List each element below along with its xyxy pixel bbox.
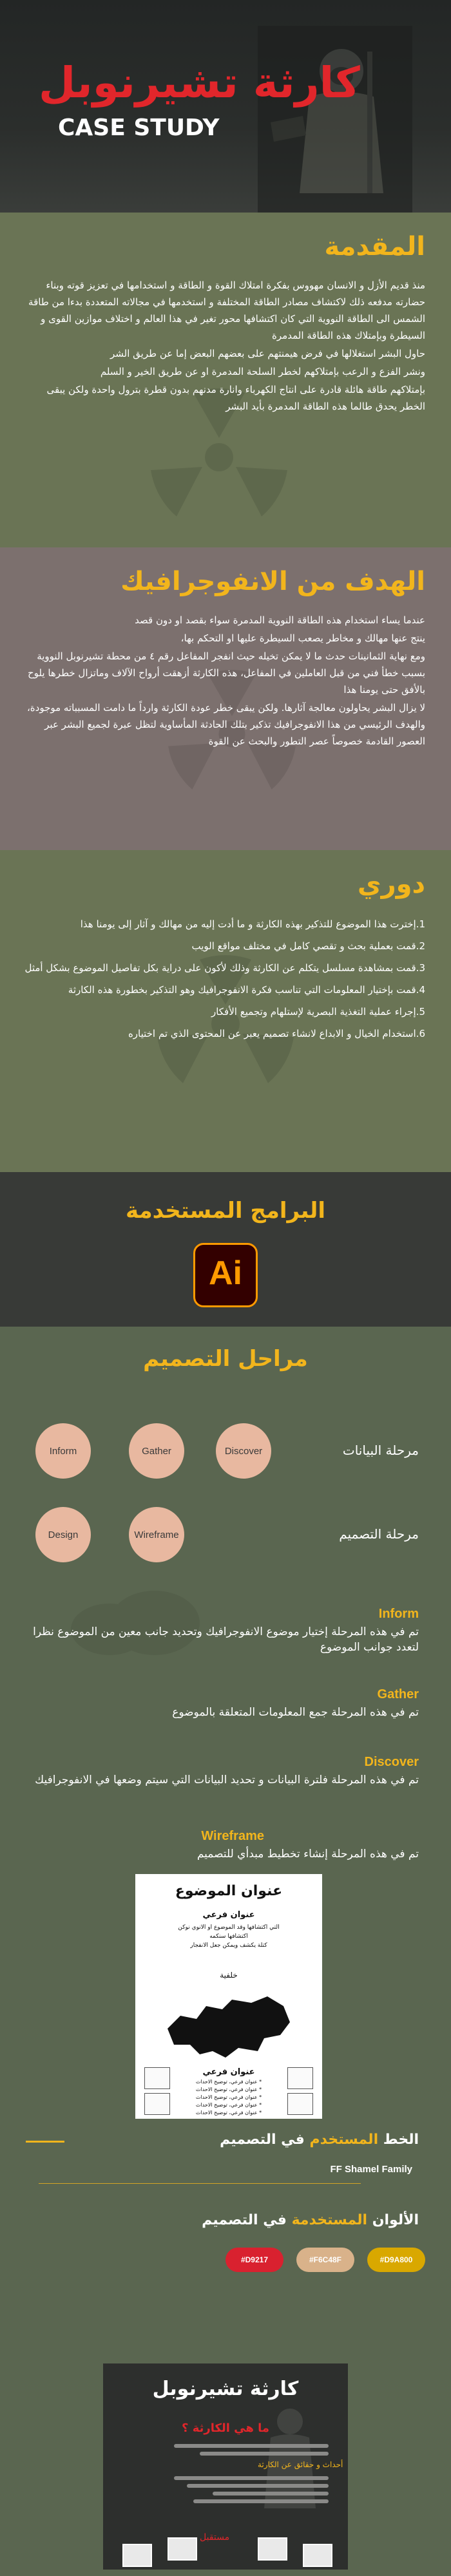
wireframe-list-item: * عنوان فرعي، توضيح الاحداث <box>195 2094 262 2100</box>
intro-body <box>26 277 425 416</box>
color-swatch-yellow: #D9A800 <box>367 2248 425 2272</box>
fonts-title <box>220 2132 419 2148</box>
colors-title-pre: الألوان <box>372 2212 419 2228</box>
step-desc-discover: تم في هذه المرحلة فلترة البيانات و تحديد البيانات التي سيتم وضعها في الانفوجرافيك <box>35 1774 419 1786</box>
step-desc-inform: تم في هذه المرحلة إختيار موضوع الانفوجرافيك وتحديد جانب معين من الموضوع نظرا لتعدد جوانب الموضوع <box>33 1625 419 1654</box>
mockup-photo <box>122 2544 152 2567</box>
mockup-photo <box>168 2537 197 2561</box>
poster-mockup <box>103 2363 348 2570</box>
mockup-title: كارثة تشيرنوبل <box>152 2378 299 2400</box>
tools-title: البرامج المستخدمة <box>125 1198 325 1224</box>
illustrator-icon-label: Ai <box>209 1255 242 1292</box>
intro-paragraph: بإمتلاكهم طاقة هائلة قادرة على انتاج الكهرباء وانارة مدنهم بدون قطرة بترول واحدة ولكن يبقى الخطر يحدق طالما هذه الطاقة المدمرة بأيد البشر <box>46 384 425 412</box>
list-item: 6.استخدام الخيال و الابداع لانشاء تصميم يعبر عن المحتوى الذي تم اختياره <box>128 1028 425 1039</box>
wireframe-list-item: * عنوان فرعي، توضيح الاحداث <box>195 2079 262 2085</box>
wireframe-list-item: * عنوان فرعي، توضيح الاحداث <box>195 2110 262 2116</box>
step-desc-wireframe: تم في هذه المرحلة إنشاء تخطيط مبدأي للتصميم <box>197 1848 419 1861</box>
fonts-title-post: في التصميم <box>220 2132 305 2148</box>
mockup-footer: مستقبل <box>200 2532 230 2543</box>
wireframe-map-caption: خلفية <box>220 1971 238 1980</box>
stages-title: مراحل التصميم <box>143 1346 308 1372</box>
wireframe-body: اكتشافها سنكمه <box>209 1933 248 1940</box>
wireframe-image-box <box>144 2067 170 2089</box>
mockup-photo <box>258 2537 287 2561</box>
goal-paragraph: عندما يساء استخدام هذه الطاقة النووية المدمرة سواء بقصد او دون قصد <box>135 614 425 626</box>
stages-section <box>0 1327 451 2576</box>
role-section <box>0 850 451 1172</box>
mockup-photo <box>303 2544 332 2567</box>
mockup-question: ما هي الكارثة ؟ <box>181 2421 270 2435</box>
wireframe-image-box <box>287 2067 313 2089</box>
intro-title: المقدمة <box>324 232 425 261</box>
goal-title: الهدف من الانفوجرافيك <box>120 567 425 596</box>
goal-section <box>0 547 451 850</box>
hero-banner <box>0 0 451 213</box>
stage-circle-wireframe: Wireframe <box>129 1507 184 1562</box>
list-item: 1.إخترت هذا الموضوع للتذكير بهذه الكارثة و ما أدت إليه من مهالك و آثار إلى يومنا هذا <box>80 918 425 930</box>
step-title-discover: Discover <box>364 1755 419 1769</box>
step-title-gather: Gather <box>377 1687 419 1701</box>
stage-circle-inform: Inform <box>35 1423 91 1479</box>
wireframe-image-box <box>287 2093 313 2115</box>
design-stage-label: مرحلة التصميم <box>339 1526 419 1542</box>
colors-title <box>202 2212 419 2228</box>
hazmat-figure-icon <box>245 26 412 213</box>
colors-title-highlight: المستخدمة <box>291 2212 368 2228</box>
wireframe-list-item: * عنوان فرعي، توضيح الاحداث <box>195 2102 262 2108</box>
goal-paragraph: ينتج عنها مهالك و مخاطر يصعب السيطرة عليها او التحكم بها، <box>180 632 425 644</box>
stage-circle-design: Design <box>35 1507 91 1562</box>
wireframe-title: عنوان الموضوع <box>175 1883 283 1899</box>
wireframe-list-item: * عنوان فرعي، توضيح الاحداث <box>195 2087 262 2092</box>
intro-section <box>0 213 451 547</box>
mockup-subtitle: أحداث و حقائق عن الكارثة <box>258 2460 343 2469</box>
mockup-text-line <box>213 2492 329 2496</box>
list-item: 5.إجراء عملية التغذية البصرية لإستلهام وتجميع الأفكار <box>211 1006 425 1018</box>
mockup-text-line <box>200 2452 329 2456</box>
illustrator-icon <box>193 1243 258 1307</box>
mockup-text-line <box>174 2444 329 2448</box>
hero-subtitle: CASE STUDY <box>58 115 220 141</box>
list-item: 3.قمت بمشاهدة مسلسل يتكلم عن الكارثة وذلك لأكون على دراية بكل تفاصيل الموضوع بشكل أمثل <box>24 962 425 974</box>
intro-paragraph: حاول البشر استغلالها في فرض هيمنتهم على بعضهم البعض إما عن طريق الشر <box>110 348 425 359</box>
step-title-inform: Inform <box>378 1607 419 1621</box>
color-swatch-peach: #F6C48F <box>296 2248 354 2272</box>
wireframe-body: كتلة يكشف ويمكن جعل الانفجار <box>190 1942 267 1949</box>
hero-title: كارثة تشيرنوبل <box>39 58 360 108</box>
font-divider <box>39 2183 361 2184</box>
fonts-title-pre: الخط <box>383 2132 419 2148</box>
color-swatch-red: #D9217 <box>225 2248 283 2272</box>
role-list <box>19 914 425 1046</box>
goal-paragraph: لا يزال البشر يحاولون معالجة آثارها. ولكن يبقى خطر عودة الكارثة وارداً ما دامت المسبباته موجودة، والهدف الرئيسي من هذا الانفوجرافيك تذكير بتلك الحادثة المأساوية لتظل عبرة لجميع البشر عبر العصور القادمة خصوصاً عصر التطور والبحث عن القوة <box>26 702 425 747</box>
mockup-text-line <box>193 2499 329 2503</box>
intro-paragraph: منذ قديم الأزل و الانسان مهووس بفكرة امتلاك القوة و الطاقة و استخدامها في تعزيز قوته وبناء حضارته مدفعه ذلك لاكتشاف مصادر الطاقة المختلفة و استخدمها في مجالاته المتعددة بدءا من طاقة الشمس الى الطاقة النووية التي كان اكتشافها محور تغير في هذا العالم و اختلاف موازين القوى و السيطرة وبإمتلاك هذه الطاقة المدمرة <box>28 279 425 341</box>
fonts-title-highlight: المستخدم <box>309 2132 379 2148</box>
mockup-text-line <box>187 2484 329 2488</box>
step-desc-gather: تم في هذه المرحلة جمع المعلومات المتعلقة بالموضوع <box>172 1706 419 1719</box>
step-title-wireframe: Wireframe <box>201 1829 264 1843</box>
goal-body <box>26 612 425 751</box>
wireframe-sketch <box>135 1874 322 2119</box>
europe-map-icon <box>161 1990 296 2061</box>
wireframe-subtitle: عنوان فرعي <box>202 1910 255 1920</box>
wireframe-body: التي اكتشافها وقد الموضوع او الانوي نوكن <box>178 1924 280 1931</box>
intro-paragraph: ونشر الفزع و الرعب بإمتلاكهم لخطر السلحة المدمرة او عن طريق الخير و السلم <box>100 366 425 377</box>
goal-paragraph: ومع نهاية الثمانينات حدث ما لا يمكن تخيله حيث انفجر المفاعل رقم ٤ من محطة تشيرنوبل النووية بسبب خطأ فني من قبل العاملين في المفاعل، هذه الكارثة أزهقت أرواح الآلاف وماتزال خطرها يلوح بالأفق حتى يومنا هذا <box>27 650 425 696</box>
data-stage-label: مرحلة البيانات <box>342 1443 419 1458</box>
tools-section <box>0 1172 451 1327</box>
wireframe-image-box <box>144 2093 170 2115</box>
list-item: 4.قمت بإختيار المعلومات التي تناسب فكرة الانفوجرافيك وهو التذكير بخطورة هذه الكارثة <box>68 984 425 996</box>
list-item: 2.قمت بعملية بحث و تقصي كامل في مختلف مواقع الويب <box>191 940 425 952</box>
font-name: FF Shamel Family <box>330 2164 412 2175</box>
stage-circle-discover: Discover <box>216 1423 271 1479</box>
role-title: دوري <box>357 869 425 899</box>
wireframe-subtitle: عنوان فرعي <box>202 2067 255 2077</box>
fonts-title-rule <box>26 2141 64 2143</box>
colors-title-post: في التصميم <box>202 2212 287 2228</box>
mockup-text-line <box>174 2476 329 2480</box>
stage-circle-gather: Gather <box>129 1423 184 1479</box>
